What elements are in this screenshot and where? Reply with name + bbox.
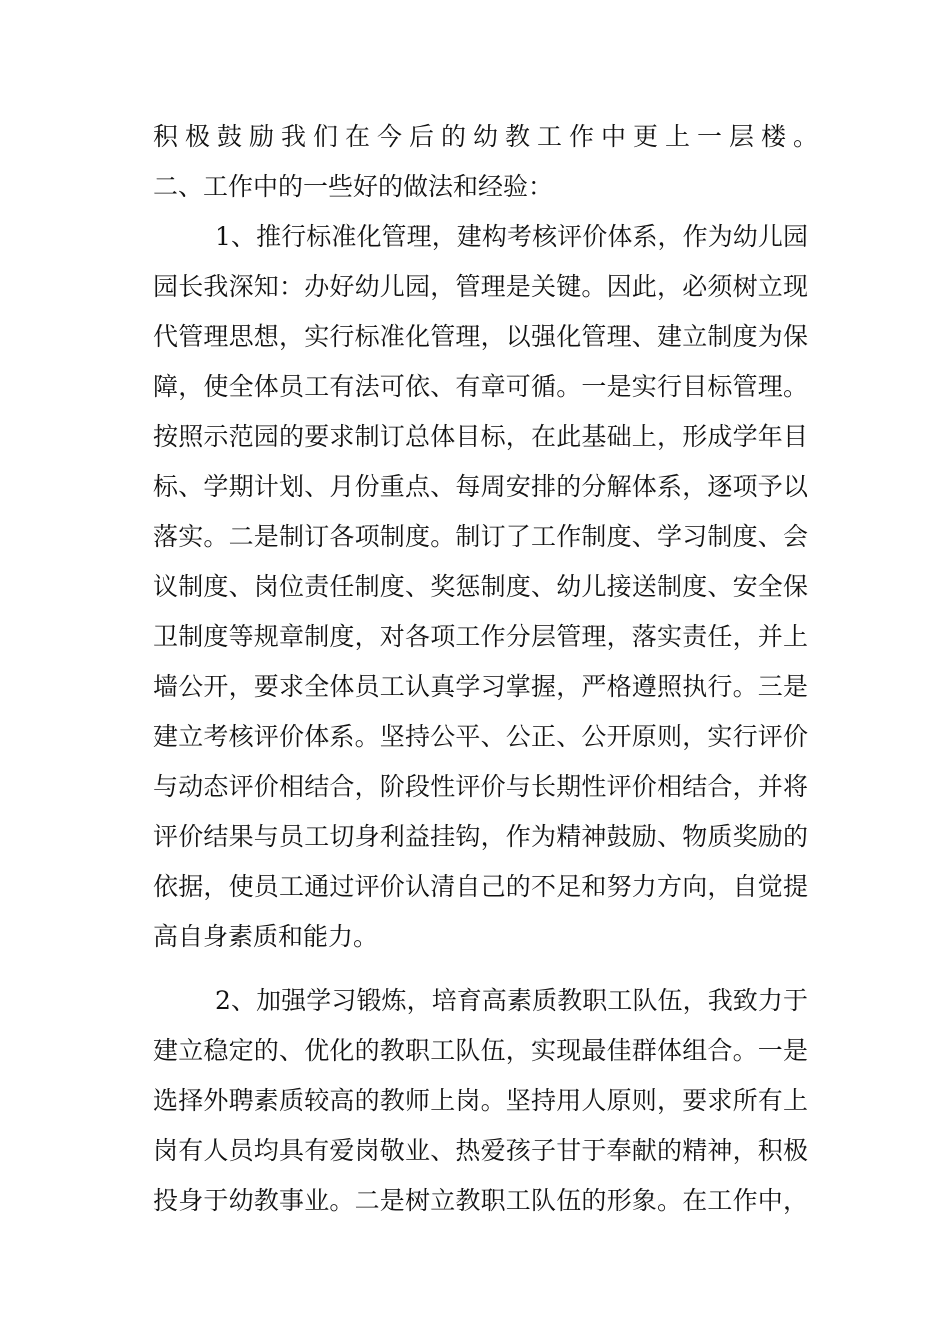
paragraph-1-line: 标、学期计划、月份重点、每周安排的分解体系，逐项予以 [153,472,808,501]
paragraph-1-line: 高自身素质和能力。 [153,922,379,951]
paragraph-2-line: 选择外聘素质较高的教师上岗。坚持用人原则，要求所有上 [153,1086,808,1115]
paragraph-1-line: 卫制度等规章制度，对各项工作分层管理，落实责任，并上 [153,622,808,651]
paragraph-1-line: 依据，使员工通过评价认清自己的不足和努力方向，自觉提 [153,872,808,901]
paragraph-2-line: 建立稳定的、优化的教职工队伍，实现最佳群体组合。一是 [153,1036,808,1065]
text-line: 积极鼓励我们在今后的幼教工作中更上一层楼。 [153,122,826,151]
paragraph-2-line: 2、加强学习锻炼，培育高素质教职工队伍，我致力于 [215,986,808,1015]
paragraph-2-line: 岗有人员均具有爱岗敬业、热爱孩子甘于奉献的精神，积极 [153,1136,808,1165]
paragraph-1-line: 墙公开，要求全体员工认真学习掌握，严格遵照执行。三是 [153,672,808,701]
paragraph-gap [153,962,808,976]
paragraph-1-line: 议制度、岗位责任制度、奖惩制度、幼儿接送制度、安全保 [153,572,808,601]
document-body [153,112,826,1226]
paragraph-1-line: 建立考核评价体系。坚持公平、公正、公开原则，实行评价 [153,722,808,751]
paragraph-2-line: 投身于幼教事业。二是树立教职工队伍的形象。在工作中， [153,1186,808,1215]
paragraph-1-line: 代管理思想，实行标准化管理，以强化管理、建立制度为保 [153,322,808,351]
paragraph-1-line: 与动态评价相结合，阶段性评价与长期性评价相结合，并将 [153,772,808,801]
paragraph-1-line: 评价结果与员工切身利益挂钩，作为精神鼓励、物质奖励的 [153,822,808,851]
paragraph-1-line: 落实。二是制订各项制度。制订了工作制度、学习制度、会 [153,522,808,551]
paragraph-1-line: 障，使全体员工有法可依、有章可循。一是实行目标管理。 [153,372,808,401]
paragraph-1-line: 按照示范园的要求制订总体目标，在此基础上，形成学年目 [153,422,808,451]
section-heading: 二、工作中的一些好的做法和经验： [153,172,554,201]
paragraph-1-line: 1、推行标准化管理，建构考核评价体系，作为幼儿园 [215,222,808,251]
paragraph-1-line: 园长我深知：办好幼儿园，管理是关键。因此，必须树立现 [153,272,808,301]
